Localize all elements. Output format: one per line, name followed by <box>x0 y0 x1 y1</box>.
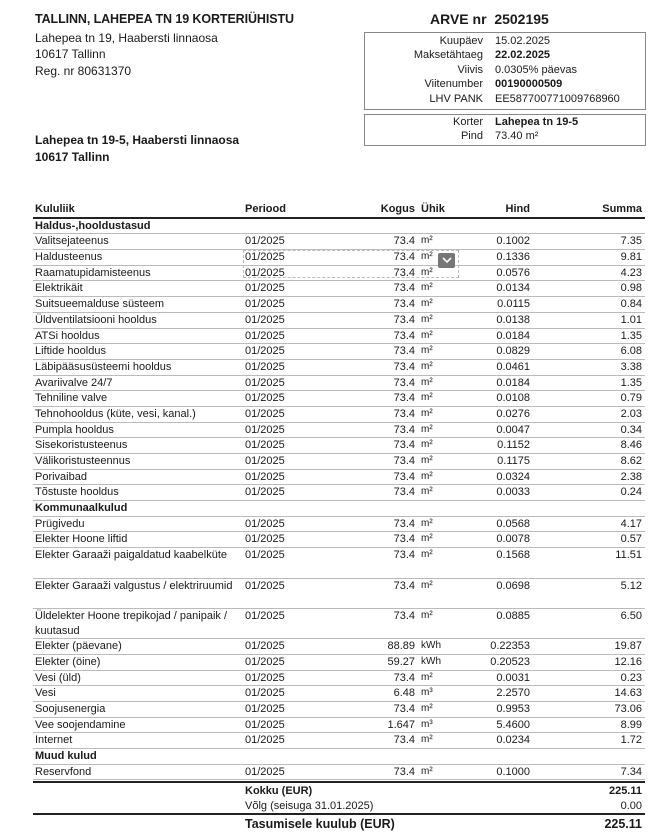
item-unit: kWh <box>421 640 441 652</box>
table-row <box>33 485 645 501</box>
item-unit: m² <box>421 251 433 263</box>
item-price: 0.0276 <box>496 407 530 420</box>
header-unit: Ühik <box>421 203 445 215</box>
table-row <box>33 313 645 329</box>
section-title: Kommunaalkulud <box>35 502 128 515</box>
item-sum: 5.12 <box>620 579 642 592</box>
item-qty: 73.4 <box>393 455 415 467</box>
item-qty: 73.4 <box>393 345 415 358</box>
item-period: 01/2025 <box>245 470 285 483</box>
item-unit: m² <box>421 360 433 372</box>
item-name: Elekter Garaaži valgustus / elektriruumid <box>35 579 233 592</box>
item-qty: 73.4 <box>393 579 415 592</box>
item-sum: 1.35 <box>620 329 642 342</box>
item-name: Reservfond <box>35 765 92 778</box>
item-sum: 9.81 <box>620 251 642 264</box>
table-row <box>33 266 645 282</box>
item-sum: 1.35 <box>620 376 642 389</box>
invoice-number: 2502195 <box>494 11 549 27</box>
table-row <box>33 281 645 297</box>
section-title: Muud kulud <box>35 750 97 763</box>
item-sum: 0.34 <box>620 423 642 436</box>
item-price: 0.0829 <box>496 345 530 358</box>
item-name: Üldventilatsiooni hooldus <box>35 313 157 326</box>
item-name: Elekter (päevane) <box>35 640 122 653</box>
item-unit: m² <box>421 671 433 683</box>
table-row <box>33 718 645 734</box>
item-sum: 7.35 <box>620 235 642 248</box>
item-name: Liftide hooldus <box>35 345 106 358</box>
item-sum: 6.50 <box>620 609 642 622</box>
item-sum: 14.63 <box>614 687 642 700</box>
table-row <box>33 532 645 548</box>
table-row <box>33 454 645 470</box>
table-row <box>33 639 645 655</box>
item-name: Prügivedu <box>35 517 85 530</box>
due-value: 225.11 <box>604 817 642 832</box>
item-price: 0.1336 <box>496 251 530 264</box>
table-row <box>33 407 645 423</box>
detail-row <box>365 130 645 144</box>
item-period: 01/2025 <box>245 655 285 668</box>
item-price: 0.0698 <box>496 579 530 592</box>
item-price: 0.0576 <box>496 266 530 279</box>
item-price: 0.1152 <box>497 439 530 452</box>
item-unit: kWh <box>421 655 441 667</box>
item-price: 0.0134 <box>496 282 530 295</box>
item-period: 01/2025 <box>245 251 285 264</box>
item-period: 01/2025 <box>245 329 285 342</box>
item-name: Elekter Hoone liftid <box>35 533 128 546</box>
item-unit: m² <box>421 329 433 341</box>
item-price: 5.4600 <box>496 718 530 731</box>
item-name: Internet <box>35 734 73 747</box>
item-qty: 73.4 <box>393 609 415 622</box>
item-name: Vesi <box>35 687 56 700</box>
item-unit: m² <box>421 517 433 529</box>
table-row <box>33 250 645 266</box>
item-price: 0.22353 <box>490 640 530 653</box>
invoice-details-box <box>364 32 646 110</box>
recipient-address: Lahepea tn 19-5, Haabersti linnaosa <box>35 133 240 147</box>
item-sum: 19.87 <box>614 640 642 653</box>
item-name: Üldelekter Hoone trepikojad / panipaik / kuutasud <box>35 609 228 637</box>
item-qty: 73.4 <box>393 392 415 405</box>
item-unit: m² <box>421 609 433 621</box>
item-qty: 73.4 <box>393 298 415 311</box>
item-period: 01/2025 <box>245 235 285 248</box>
detail-value: 0.0305% päevas <box>495 63 577 76</box>
item-price: 0.9953 <box>496 703 530 716</box>
item-unit: m² <box>421 549 433 561</box>
item-qty: 73.4 <box>393 282 415 295</box>
item-qty: 73.4 <box>393 533 415 546</box>
item-unit: m² <box>421 486 433 498</box>
table-row <box>33 329 645 345</box>
item-name: Haldusteenus <box>35 251 103 264</box>
item-name: Elekter (öine) <box>35 655 101 668</box>
item-sum: 1.01 <box>620 313 642 326</box>
item-price: 0.0324 <box>496 470 530 483</box>
table-row <box>33 579 645 609</box>
item-price: 0.1002 <box>496 235 530 248</box>
item-qty: 73.4 <box>393 703 415 716</box>
table-row <box>33 391 645 407</box>
item-qty: 73.4 <box>393 549 415 562</box>
item-price: 0.1568 <box>496 549 530 562</box>
item-unit: m² <box>421 734 433 746</box>
item-name: Pumpla hooldus <box>35 423 114 436</box>
header-sum: Summa <box>602 203 642 215</box>
detail-value: EE587700771009768960 <box>495 92 620 105</box>
item-period: 01/2025 <box>245 609 285 622</box>
item-sum: 7.34 <box>620 765 642 778</box>
item-unit: m² <box>421 345 433 357</box>
table-row <box>33 517 645 533</box>
item-sum: 0.57 <box>620 533 642 546</box>
item-unit: m² <box>421 407 433 419</box>
item-period: 01/2025 <box>245 718 285 731</box>
item-unit: m² <box>421 765 433 777</box>
item-price: 0.0108 <box>496 392 530 405</box>
detail-label: Maksetähtaeg <box>413 49 483 62</box>
detail-row <box>365 78 645 92</box>
dropdown-button[interactable] <box>438 253 455 268</box>
table-row <box>33 234 645 250</box>
item-period: 01/2025 <box>245 687 285 700</box>
item-unit: m² <box>421 313 433 325</box>
detail-value: 15.02.2025 <box>495 35 551 47</box>
debt-label: Võlg (seisuga 31.01.2025) <box>245 799 374 812</box>
detail-label: Korter <box>453 116 483 128</box>
item-name: Porivaibad <box>35 470 87 483</box>
item-qty: 73.4 <box>393 671 415 684</box>
item-price: 0.20523 <box>490 655 530 668</box>
due-row <box>33 813 645 833</box>
item-qty: 73.4 <box>393 376 415 389</box>
item-qty: 73.4 <box>393 423 415 436</box>
item-price: 0.0033 <box>496 486 530 499</box>
header-period: Periood <box>245 203 286 215</box>
table-row <box>33 686 645 702</box>
table-row <box>33 344 645 360</box>
detail-row <box>365 64 645 78</box>
item-sum: 11.51 <box>615 549 642 562</box>
item-name: Valitsejateenus <box>35 235 109 248</box>
item-price: 0.0031 <box>496 671 530 684</box>
item-name: Vee soojendamine <box>35 718 126 731</box>
item-price: 2.2570 <box>496 687 530 700</box>
item-period: 01/2025 <box>245 439 285 452</box>
detail-value: 73.40 m² <box>495 130 539 143</box>
item-sum: 73.06 <box>614 703 642 716</box>
issuer-city: 10617 Tallinn <box>35 47 106 61</box>
recipient-city: 10617 Tallinn <box>35 150 110 164</box>
apartment-box <box>364 114 646 146</box>
item-qty: 73.4 <box>393 439 415 452</box>
charges-table <box>33 202 645 833</box>
item-period: 01/2025 <box>245 703 285 716</box>
table-row <box>33 655 645 671</box>
item-qty: 88.89 <box>387 640 415 653</box>
header-price: Hind <box>505 203 530 215</box>
item-qty: 73.4 <box>393 470 415 483</box>
item-qty: 73.4 <box>393 407 415 420</box>
item-unit: m² <box>421 533 433 545</box>
item-name: Elekter Garaaži paigaldatud kaabelküte <box>35 549 228 562</box>
item-name: Raamatupidamisteenus <box>35 266 151 279</box>
item-sum: 4.17 <box>620 517 642 530</box>
item-period: 01/2025 <box>245 298 285 311</box>
invoice-title <box>430 11 549 27</box>
item-unit: m³ <box>421 718 433 730</box>
item-unit: m² <box>421 423 433 435</box>
table-header <box>33 202 645 219</box>
table-row <box>33 702 645 718</box>
detail-row <box>365 116 645 130</box>
item-name: Tehniline valve <box>35 392 108 405</box>
item-period: 01/2025 <box>245 765 285 778</box>
invoice-title-label: ARVE nr <box>430 11 487 27</box>
detail-label: Viivis <box>457 63 483 76</box>
item-period: 01/2025 <box>245 640 285 653</box>
item-sum: 0.84 <box>620 298 642 311</box>
issuer-reg: Reg. nr 80631370 <box>35 64 132 78</box>
item-sum: 12.16 <box>614 655 642 668</box>
table-row <box>33 671 645 687</box>
total-label: Kokku (EUR) <box>245 785 313 798</box>
item-period: 01/2025 <box>245 455 285 467</box>
item-qty: 73.4 <box>393 734 415 747</box>
item-qty: 73.4 <box>393 360 415 373</box>
detail-row <box>365 35 645 49</box>
item-qty: 73.4 <box>393 765 415 778</box>
item-price: 0.0568 <box>496 517 530 530</box>
table-row <box>33 376 645 392</box>
detail-value: 00190000509 <box>495 78 563 91</box>
table-row <box>33 733 645 749</box>
item-name: Sisekoristusteenus <box>35 439 128 452</box>
section-title: Haldus-,hooldustasud <box>35 219 151 232</box>
issuer-name: TALLINN, LAHEPEA TN 19 KORTERIÜHISTU <box>35 12 294 26</box>
item-price: 0.0115 <box>497 298 530 311</box>
item-unit: m³ <box>421 687 433 699</box>
item-sum: 0.79 <box>620 392 642 405</box>
item-period: 01/2025 <box>245 266 285 279</box>
detail-row <box>365 93 645 107</box>
item-qty: 73.4 <box>393 266 415 279</box>
due-label: Tasumisele kuulub (EUR) <box>245 817 395 832</box>
item-price: 0.0078 <box>496 533 530 546</box>
item-qty: 59.27 <box>387 655 415 668</box>
item-period: 01/2025 <box>245 423 285 436</box>
item-qty: 73.4 <box>393 235 415 248</box>
item-price: 0.0184 <box>496 329 530 342</box>
table-row <box>33 297 645 313</box>
chevron-down-icon <box>442 257 452 264</box>
item-unit: m² <box>421 470 433 482</box>
item-sum: 2.38 <box>620 470 642 483</box>
issuer-address: Lahepea tn 19, Haabersti linnaosa <box>35 31 218 45</box>
item-price: 0.0047 <box>496 423 530 436</box>
totals-section <box>33 781 645 833</box>
item-price: 0.0885 <box>496 609 530 622</box>
item-unit: m² <box>421 298 433 310</box>
item-name: Soojusenergia <box>35 703 106 716</box>
item-unit: m² <box>421 235 433 247</box>
item-name: Elektrikäit <box>35 282 83 295</box>
table-row <box>33 765 645 781</box>
item-name: Suitsueemalduse süsteem <box>35 298 165 311</box>
item-period: 01/2025 <box>245 282 285 295</box>
item-period: 01/2025 <box>245 313 285 326</box>
item-unit: m² <box>421 455 433 466</box>
item-name: Tõstuste hooldus <box>35 486 119 499</box>
item-sum: 8.46 <box>620 439 642 452</box>
item-period: 01/2025 <box>245 734 285 747</box>
section-row <box>33 219 645 235</box>
item-period: 01/2025 <box>245 671 285 684</box>
detail-row <box>365 49 645 63</box>
table-row <box>33 438 645 454</box>
item-period: 01/2025 <box>245 407 285 420</box>
item-unit: m² <box>421 376 433 388</box>
item-period: 01/2025 <box>245 486 285 499</box>
item-qty: 6.48 <box>393 687 415 700</box>
item-unit: m² <box>421 703 433 715</box>
item-unit: m² <box>421 266 433 278</box>
item-name: Vesi (üld) <box>35 671 81 684</box>
detail-label: Kuupäev <box>439 35 483 47</box>
item-period: 01/2025 <box>245 345 285 358</box>
item-name: Läbipääsusüsteemi hooldus <box>35 360 172 373</box>
debt-value: 0.00 <box>620 799 642 812</box>
item-price: 0.1175 <box>497 455 530 467</box>
debt-row <box>33 799 645 814</box>
item-unit: m² <box>421 439 433 451</box>
detail-label: Pind <box>460 130 483 143</box>
item-sum: 1.72 <box>620 734 642 747</box>
item-sum: 2.03 <box>620 407 642 420</box>
item-qty: 73.4 <box>393 329 415 342</box>
item-price: 0.0461 <box>496 360 530 373</box>
header-qty: Kogus <box>380 203 415 215</box>
item-sum: 6.08 <box>620 345 642 358</box>
section-row <box>33 749 645 765</box>
detail-label: LHV PANK <box>429 92 483 105</box>
item-period: 01/2025 <box>245 517 285 530</box>
detail-value: Lahepea tn 19-5 <box>495 116 579 128</box>
item-sum: 8.99 <box>620 718 642 731</box>
total-value: 225.11 <box>608 785 642 798</box>
item-price: 0.0138 <box>496 313 530 326</box>
item-unit: m² <box>421 579 433 591</box>
item-price: 0.1000 <box>496 765 530 778</box>
item-sum: 4.23 <box>620 266 642 279</box>
total-row <box>33 784 645 799</box>
item-qty: 73.4 <box>393 517 415 530</box>
item-period: 01/2025 <box>245 376 285 389</box>
table-row <box>33 609 645 639</box>
item-period: 01/2025 <box>245 360 285 373</box>
table-row <box>33 360 645 376</box>
item-name: Avariivalve 24/7 <box>35 376 113 389</box>
header-name: Kululiik <box>35 203 75 215</box>
detail-value: 22.02.2025 <box>495 49 551 62</box>
item-unit: m² <box>421 282 433 294</box>
item-qty: 73.4 <box>393 486 415 499</box>
item-period: 01/2025 <box>245 549 285 562</box>
table-row <box>33 470 645 486</box>
item-qty: 1.647 <box>387 718 415 731</box>
table-row <box>33 548 645 578</box>
item-name: Välikoristusteennus <box>35 455 131 467</box>
item-price: 0.0184 <box>496 376 530 389</box>
item-qty: 73.4 <box>393 313 415 326</box>
section-row <box>33 501 645 517</box>
detail-label: Viitenumber <box>424 78 483 91</box>
item-name: ATSi hooldus <box>35 329 100 342</box>
item-sum: 0.24 <box>620 486 642 499</box>
item-qty: 73.4 <box>393 251 415 264</box>
item-price: 0.0234 <box>496 734 530 747</box>
item-sum: 8.62 <box>620 455 642 467</box>
table-row <box>33 423 645 439</box>
item-period: 01/2025 <box>245 392 285 405</box>
item-period: 01/2025 <box>245 533 285 546</box>
item-sum: 0.23 <box>620 671 642 684</box>
item-sum: 3.38 <box>620 360 642 373</box>
item-unit: m² <box>421 392 433 404</box>
item-sum: 0.98 <box>620 282 642 295</box>
item-period: 01/2025 <box>245 579 285 592</box>
item-name: Tehnohooldus (küte, vesi, kanal.) <box>35 407 196 420</box>
